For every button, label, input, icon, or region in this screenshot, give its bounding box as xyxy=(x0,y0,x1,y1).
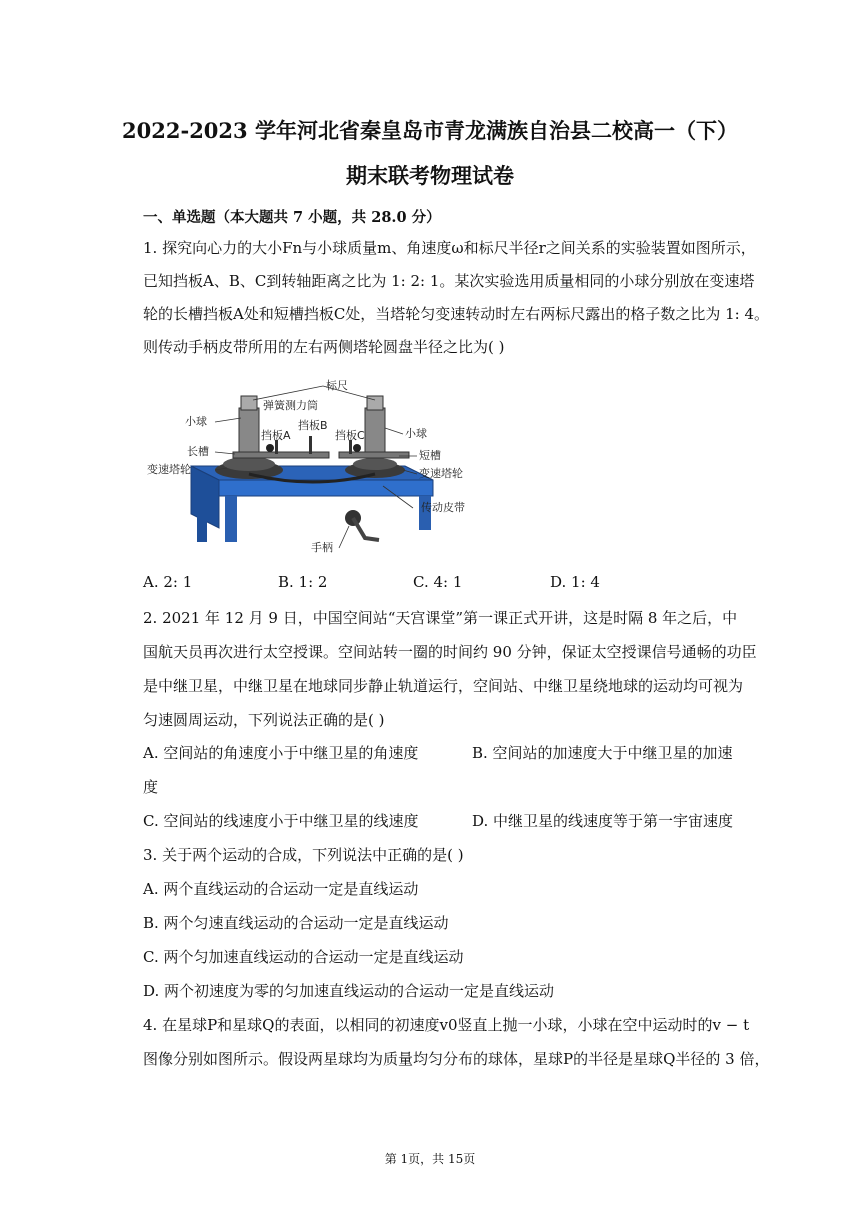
label-ball-right: 小球 xyxy=(405,427,427,440)
q1-option-b[interactable]: B. 1: 2 xyxy=(278,573,328,591)
label-wheel-right: 变速塔轮 xyxy=(419,467,463,480)
label-handle: 手柄 xyxy=(311,541,333,554)
centripetal-apparatus-figure xyxy=(143,378,483,556)
page-footer: 第 1页，共 15页 xyxy=(384,1152,476,1166)
q4-line-1: 4. 在星球P和星球Q的表面，以相同的初速度v0竖直上抛一小球，小球在空中运动时的v − t xyxy=(143,1016,750,1034)
q2-option-d[interactable]: D. 中继卫星的线速度等于第一宇宙速度 xyxy=(472,812,734,830)
section-heading: 一、单选题（本大题共 7 小题，共 28.0 分） xyxy=(143,209,441,226)
q2-line-4: 匀速圆周运动，下列说法正确的是( ) xyxy=(143,711,385,729)
q1-option-c[interactable]: C. 4: 1 xyxy=(413,573,463,591)
q3-option-a[interactable]: A. 两个直线运动的合运动一定是直线运动 xyxy=(143,880,419,898)
q3-stem: 3. 关于两个运动的合成，下列说法中正确的是( ) xyxy=(143,846,464,864)
q3-option-b[interactable]: B. 两个匀速直线运动的合运动一定是直线运动 xyxy=(143,914,449,932)
q2-line-1: 2. 2021 年 12 月 9 日，中国空间站“天宫课堂”第一课正式开讲，这是时隔 8 年之后，中 xyxy=(143,609,738,627)
q1-line-4: 则传动手柄皮带所用的左右两侧塔轮圆盘半径之比为( ) xyxy=(143,338,505,356)
label-baffle-b: 挡板B xyxy=(298,419,328,432)
label-wheel-left: 变速塔轮 xyxy=(147,463,191,476)
q2-line-2: 国航天员再次进行太空授课。空间站转一圈的时间约 90 分钟，保证太空授课信号通畅的功臣 xyxy=(143,643,757,661)
label-ball-left: 小球 xyxy=(185,415,207,428)
q1-line-1: 1. 探究向心力的大小Fn与小球质量m、角速度ω和标尺半径r之间关系的实验装置如图所示， xyxy=(143,239,756,257)
page-title-line2: 期末联考物理试卷 xyxy=(346,163,514,188)
label-biaochi: 标尺 xyxy=(326,379,348,392)
q4-line-2: 图像分别如图所示。假设两星球均为质量均匀分布的球体，星球P的半径是星球Q半径的 3 倍， xyxy=(143,1050,770,1068)
q3-option-c[interactable]: C. 两个匀加速直线运动的合运动一定是直线运动 xyxy=(143,948,464,966)
label-short-slot: 短槽 xyxy=(419,449,441,462)
label-baffle-c: 挡板C xyxy=(335,429,365,442)
q3-option-d[interactable]: D. 两个初速度为零的匀加速直线运动的合运动一定是直线运动 xyxy=(143,982,555,1000)
page-title-line1: 2022-2023 学年河北省秦皇岛市青龙满族自治县二校高一（下） xyxy=(122,118,738,143)
q1-line-3: 轮的长槽挡板A处和短槽挡板C处，当塔轮匀变速转动时左右两标尺露出的格子数之比为 1: 4。 xyxy=(143,305,769,323)
label-belt: 传动皮带 xyxy=(421,501,465,514)
q2-option-b[interactable]: B. 空间站的加速度大于中继卫星的加速 xyxy=(472,744,733,762)
q1-option-d[interactable]: D. 1: 4 xyxy=(550,573,600,591)
q1-option-a[interactable]: A. 2: 1 xyxy=(143,573,193,591)
label-long-slot: 长槽 xyxy=(187,445,209,458)
q2-option-a[interactable]: A. 空间站的角速度小于中继卫星的角速度 xyxy=(143,744,419,762)
q2-line-3: 是中继卫星，中继卫星在地球同步静止轨道运行，空间站、中继卫星绕地球的运动均可视为 xyxy=(143,677,744,695)
q2-option-b-wrap: 度 xyxy=(143,778,159,796)
q2-option-c[interactable]: C. 空间站的线速度小于中继卫星的线速度 xyxy=(143,812,419,830)
label-baffle-a: 挡板A xyxy=(261,429,291,442)
q1-line-2: 已知挡板A、B、C到转轴距离之比为 1: 2: 1。某次实验选用质量相同的小球分别放在变速塔 xyxy=(143,272,755,290)
label-spring: 弹簧测力筒 xyxy=(263,399,318,412)
